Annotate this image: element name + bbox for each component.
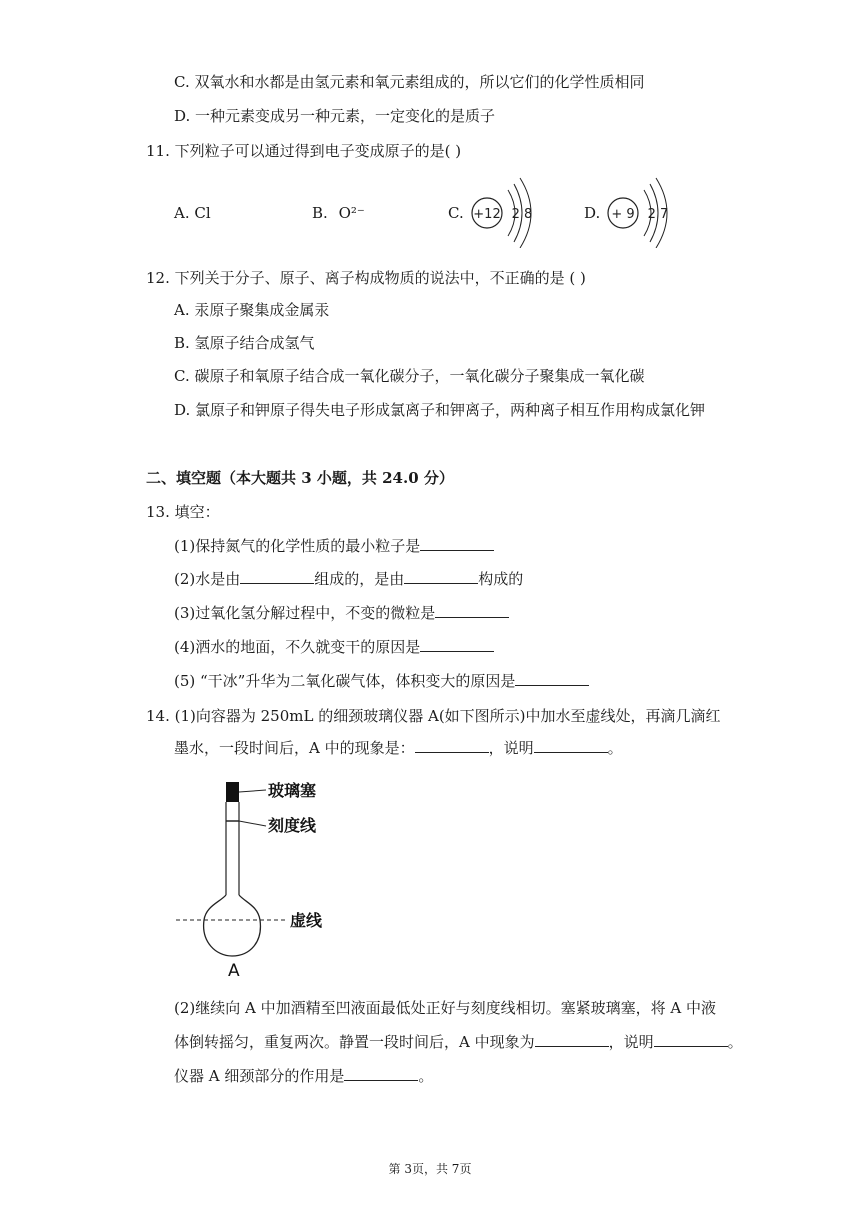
q11-option-c-diagram: [470, 176, 550, 248]
q13-part1-text: (1)保持氮气的化学性质的最小粒子是: [174, 537, 421, 555]
q14-line2-text-b: ，说明: [488, 739, 534, 757]
section-title: 二、填空题（本大题共 3 小题，共 24.0 分）: [146, 469, 454, 487]
volumetric-flask-figure: [170, 776, 340, 981]
q13-part4-text: (4)洒水的地面，不久就变干的原因是: [174, 638, 421, 656]
q12-option-b: B. 氢原子结合成氢气: [174, 334, 315, 352]
q11-option-b-letter: B.: [312, 204, 328, 222]
q11-c-shells: 2 8: [511, 207, 533, 222]
flask-bulb-icon: [204, 895, 261, 956]
q11-option-b: [312, 203, 365, 223]
q12-stem: 12. 下列关于分子、原子、离子构成物质的说法中，不正确的是 ( ): [146, 269, 586, 287]
q14-part2-line3-text-b: 。: [418, 1067, 434, 1085]
q11-option-b-ion: O²⁻: [338, 204, 365, 222]
q14-line2-text-a: 墨水，一段时间后，A 中的现象是：: [174, 739, 415, 757]
q14-part2-line1: (2)继续向 A 中加酒精至凹液面最低处正好与刻度线相切。塞紧玻璃塞，将 A 中液: [174, 999, 716, 1017]
q13-part5-text: (5) “干冰”升华为二氧化碳气体，体积变大的原因是: [174, 672, 516, 690]
q10-option-d: D. 一种元素变成另一种元素，一定变化的是质子: [174, 107, 496, 125]
q11-option-d-diagram: [606, 176, 686, 248]
label-dashed-line: 虚线: [290, 911, 323, 930]
answer-blank[interactable]: [420, 637, 494, 652]
q13-part4: [174, 637, 494, 657]
q11-option-c-letter: C.: [448, 204, 464, 222]
q14-line2: [174, 738, 623, 758]
q11-d-nucleus: + 9: [611, 207, 635, 222]
label-flask-a: A: [228, 961, 240, 981]
label-glass-stopper: 玻璃塞: [268, 781, 317, 800]
answer-blank[interactable]: [415, 738, 489, 753]
answer-blank[interactable]: [240, 569, 314, 584]
answer-blank[interactable]: [420, 536, 494, 551]
answer-blank[interactable]: [435, 603, 509, 618]
q11-option-d-letter: D.: [584, 204, 601, 222]
q13-part2-text-a: (2)水是由: [174, 570, 241, 588]
page-footer: 第 3页，共 7页: [388, 1162, 472, 1176]
q13-stem: 13. 填空：: [146, 503, 220, 521]
answer-blank[interactable]: [515, 671, 589, 686]
q14-line2-text-c: 。: [607, 739, 623, 757]
answer-blank[interactable]: [534, 738, 608, 753]
glass-stopper-icon: [226, 782, 239, 802]
q13-part2-text-b: 组成的，是由: [314, 570, 405, 588]
q12-option-a: A. 汞原子聚集成金属汞: [174, 301, 330, 319]
q11-c-nucleus: +12: [473, 207, 501, 222]
q11-stem: 11. 下列粒子可以通过得到电子变成原子的是( ): [146, 142, 462, 160]
q14-part2-line3-text-a: 仪器 A 细颈部分的作用是: [174, 1067, 345, 1085]
q13-part5: [174, 671, 589, 691]
answer-blank[interactable]: [344, 1066, 418, 1081]
q13-part1: [174, 536, 494, 556]
q11-d-shells: 2 7: [647, 207, 669, 222]
q13-part3: [174, 603, 509, 623]
q12-option-c: C. 碳原子和氧原子结合成一氧化碳分子，一氧化碳分子聚集成一氧化碳: [174, 367, 645, 385]
q12-option-d: D. 氯原子和钾原子得失电子形成氯离子和钾离子，两种离子相互作用构成氯化钾: [174, 401, 706, 419]
answer-blank[interactable]: [654, 1032, 728, 1047]
q14-part2-line2-text-b: ，说明: [608, 1033, 654, 1051]
q14-part2-line2: [174, 1032, 743, 1052]
q14-part2-line2-text-a: 体倒转摇匀，重复两次。静置一段时间后，A 中现象为: [174, 1033, 535, 1051]
q10-option-c: C. 双氧水和水都是由氢元素和氧元素组成的，所以它们的化学性质相同: [174, 73, 645, 91]
label-graduation-line: 刻度线: [268, 816, 317, 835]
answer-blank[interactable]: [535, 1032, 609, 1047]
q13-part2-text-c: 构成的: [478, 570, 524, 588]
q14-part2-line3: [174, 1066, 433, 1086]
q13-part3-text: (3)过氧化氢分解过程中，不变的微粒是: [174, 604, 436, 622]
q14-part2-line2-text-c: 。: [727, 1033, 743, 1051]
answer-blank[interactable]: [404, 569, 478, 584]
q14-line1: 14. (1)向容器为 250mL 的细颈玻璃仪器 A(如下图所示)中加水至虚线处，再滴几滴红: [146, 707, 721, 725]
q11-option-a: A. Cl: [174, 204, 211, 222]
q13-part2: [174, 569, 523, 589]
